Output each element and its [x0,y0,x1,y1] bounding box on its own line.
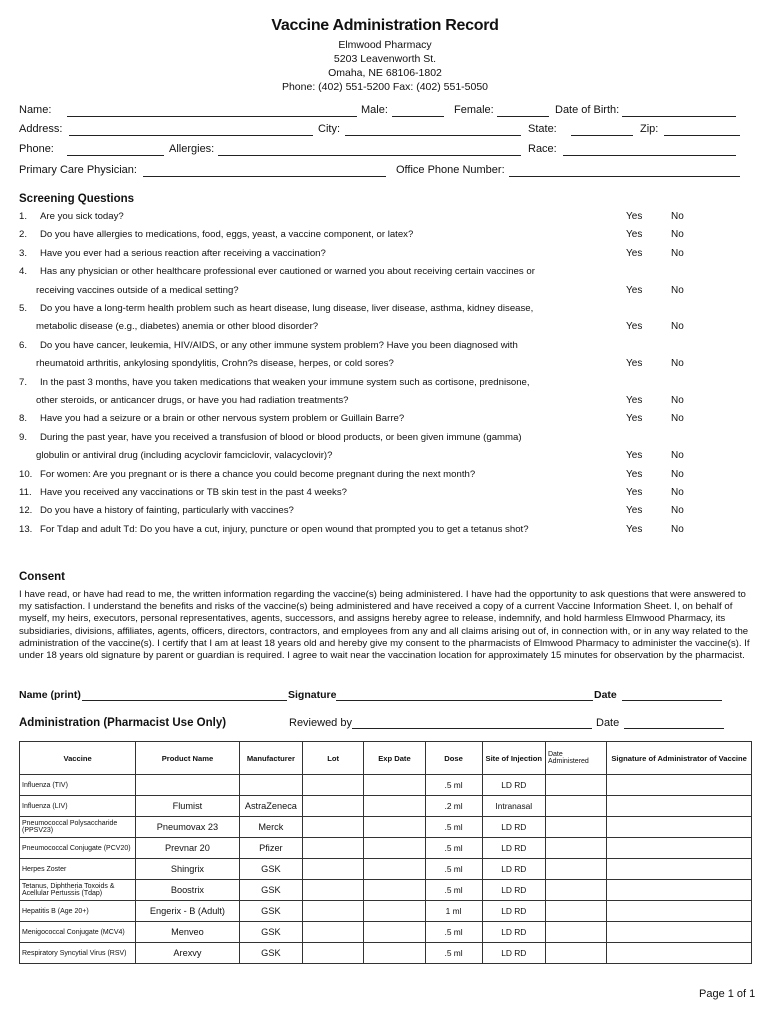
manufacturer-cell [239,775,302,796]
exp-date-cell[interactable] [364,901,425,922]
lot-cell[interactable] [303,901,364,922]
city-field[interactable] [345,135,521,136]
office-phone-label: Office Phone Number: [396,164,505,176]
exp-date-cell[interactable] [364,943,425,964]
manufacturer-cell: GSK [239,859,302,880]
product-name-cell: Arexvy [136,943,240,964]
answer-yes[interactable]: Yes [626,450,643,462]
pharmacy-city: Omaha, NE 68106-1802 [328,67,442,79]
race-label: Race: [528,143,557,155]
answer-no[interactable]: No [671,247,684,259]
product-name-cell: Prevnar 20 [136,838,240,859]
answer-yes[interactable]: Yes [626,284,643,296]
site-cell: LD RD [482,943,545,964]
administration-table [19,741,752,964]
male-field[interactable] [392,116,444,117]
pcp-field[interactable] [143,176,386,177]
site-cell: LD RD [482,901,545,922]
answer-yes[interactable]: Yes [626,468,643,480]
question-text: Do you have cancer, leukemia, HIV/AIDS, or any other immune system problem? Have you been diagnosed with [40,339,518,351]
dose-cell: .5 ml [425,859,482,880]
female-field[interactable] [497,116,549,117]
state-label: State: [528,123,557,135]
question-number: 5. [19,303,28,314]
reviewed-by-label: Reviewed by [289,717,352,729]
administrator-signature-cell[interactable] [607,859,752,880]
question-text: Do you have a long-term health problem such as heart disease, lung disease, liver disease, asthma, kidney disease, [40,303,534,314]
answer-yes[interactable]: Yes [626,358,643,370]
administrator-signature-cell[interactable] [607,880,752,901]
question-text: globulin or antiviral drug (including acyclovir famciclovir, valacyclovir)? [36,450,333,462]
question-text: Have you had a seizure or a brain or other nervous system problem or Guillain Barre? [40,413,405,425]
consent-date-label: Date [594,689,617,701]
pharmacy-name: Elmwood Pharmacy [338,39,432,51]
question-text: During the past year, have you received a transfusion of blood or blood products, or been given immune (gamma) [40,431,522,443]
allergies-label: Allergies: [169,143,215,155]
answer-yes[interactable]: Yes [626,487,643,498]
question-text: Do you have allergies to medications, food, eggs, yeast, a vaccine component, or latex? [40,229,414,241]
answer-yes[interactable]: Yes [626,505,643,517]
exp-date-cell[interactable] [364,859,425,880]
col-date-administered: Date Administered [545,742,606,775]
question-number: 6. [19,339,28,351]
female-label: Female: [454,104,494,116]
consent-heading: Consent [19,571,65,583]
answer-no[interactable]: No [671,523,684,535]
question-number: 7. [19,376,28,388]
answer-yes[interactable]: Yes [626,229,643,241]
name-label: Name: [19,104,52,116]
vaccine-cell: Influenza (TIV) [20,775,136,796]
question-text: Have you received any vaccinations or TB skin test in the past 4 weeks? [40,487,347,498]
vaccine-cell: Menigococcal Conjugate (MCV4) [20,922,136,943]
vaccine-cell: Tetanus, Diphtheria Toxoids & Acellular Pertussis (Tdap) [20,880,136,901]
exp-date-cell[interactable] [364,775,425,796]
lot-cell[interactable] [303,838,364,859]
administrator-signature-cell[interactable] [607,775,752,796]
table-row [20,817,752,838]
manufacturer-cell: Pfizer [239,838,302,859]
table-row [20,880,752,901]
vaccine-cell: Pneumococcal Polysaccharide (PPSV23) [20,817,136,838]
col-manufacturer: Manufacturer [239,742,302,775]
answer-yes[interactable]: Yes [626,395,643,406]
vaccine-cell: Respiratory Syncytial Virus (RSV) [20,943,136,964]
question-text: Has any physician or other healthcare professional ever cautioned or warned you about receiving certain vaccines or [40,266,535,278]
question-number: 13. [19,523,33,535]
administration-heading: Administration (Pharmacist Use Only) [19,717,227,729]
manufacturer-cell: GSK [239,901,302,922]
table-row [20,859,752,880]
allergies-field[interactable] [218,155,521,156]
question-text: receiving vaccines outside of a medical setting? [36,284,239,296]
product-name-cell: Flumist [136,796,240,817]
signature-label: Signature [288,689,337,701]
answer-no[interactable]: No [671,395,684,406]
answer-no[interactable]: No [671,229,684,241]
question-number: 4. [19,266,28,278]
address-field[interactable] [69,135,313,136]
dose-cell: .2 ml [425,796,482,817]
question-text: other steroids, or anticancer drugs, or have you had radiation treatments? [36,395,349,406]
city-label: City: [318,123,340,135]
manufacturer-cell: Merck [239,817,302,838]
table-row [20,901,752,922]
date-administered-cell[interactable] [545,880,606,901]
lot-cell[interactable] [303,859,364,880]
col-vaccine: Vaccine [20,742,136,775]
dose-cell: .5 ml [425,838,482,859]
question-text: rheumatoid arthritis, ankylosing spondylitis, Crohn?s disease, herpes, or cold sores? [36,358,394,370]
question-text: Have you ever had a serious reaction after receiving a vaccination? [40,247,326,259]
manufacturer-cell: GSK [239,880,302,901]
product-name-cell: Boostrix [136,880,240,901]
question-number: 3. [19,247,28,259]
question-number: 10. [19,468,33,480]
question-text: metabolic disease (e.g., diabetes) anemia or other blood disorder? [36,321,319,333]
dob-field[interactable] [622,116,736,117]
site-cell: LD RD [482,880,545,901]
reviewed-by-field[interactable] [352,728,592,729]
site-cell: LD RD [482,859,545,880]
table-row [20,796,752,817]
site-cell: LD RD [482,838,545,859]
administrator-signature-cell[interactable] [607,922,752,943]
zip-field[interactable] [664,135,740,136]
lot-cell[interactable] [303,880,364,901]
question-number: 11. [19,487,32,498]
zip-label: Zip: [640,123,659,135]
pharmacy-street: 5203 Leavenworth St. [333,53,437,65]
vaccine-cell: Pneumococcal Conjugate (PCV20) [20,838,136,859]
pharmacy-phone: Phone: (402) 551-5200 Fax: (402) 551-5050 [281,81,489,93]
answer-no[interactable]: No [671,468,684,480]
administrator-signature-cell[interactable] [607,943,752,964]
lot-cell[interactable] [303,943,364,964]
site-cell: LD RD [482,817,545,838]
administrator-signature-cell[interactable] [607,838,752,859]
name-print-label: Name (print) [19,689,81,701]
exp-date-cell[interactable] [364,796,425,817]
date-administered-cell[interactable] [545,775,606,796]
manufacturer-cell: GSK [239,922,302,943]
answer-no[interactable]: No [671,487,684,498]
consent-text: I have read, or have had read to me, the written information regarding the vaccine(s) being administered. I have had the opportunity to ask questions that were answered to my satisfaction. I understand the benefits and risks of the vaccine(s) being administered and have received a copy of a current Vaccine Information Sheet. I, on behalf of myself, my heirs, executors, personal representatives, agents, successors, and assigns hereby agree to release, indemnify, and hold harmless Elmwood Pharmacy, its subsidiaries, divisions, affiliates, agents, officers, directors, contractors, and employees from any and all claims arising out of, in connection with, or in any way related to the administration of the vaccine(s). I certify that I am at least 18 years old and hereby give my consent to the pharmacists of Elmwood Pharmacy to administer the vaccine(s). If under 18 years old signature by parent or guardian is required. I agree to wait near the vaccination location for approximately 15 minutes for observation by the pharmacist. [19,589,750,662]
dose-cell: .5 ml [425,943,482,964]
question-number: 8. [19,413,28,425]
dose-cell: .5 ml [425,817,482,838]
exp-date-cell[interactable] [364,838,425,859]
dose-cell: .5 ml [425,775,482,796]
answer-yes[interactable]: Yes [626,321,643,333]
site-cell: LD RD [482,775,545,796]
pcp-label: Primary Care Physician: [19,164,137,176]
exp-date-cell[interactable] [364,817,425,838]
col-exp-date: Exp Date [364,742,425,775]
administrator-signature-cell[interactable] [607,817,752,838]
administrator-signature-cell[interactable] [607,901,752,922]
admin-date-label: Date [596,717,620,729]
dose-cell: .5 ml [425,880,482,901]
col-administrator-signature: Signature of Administrator of Vaccine [607,742,752,775]
answer-no[interactable]: No [671,358,684,370]
lot-cell[interactable] [303,922,364,943]
date-administered-cell[interactable] [545,838,606,859]
date-administered-cell[interactable] [545,901,606,922]
date-administered-cell[interactable] [545,796,606,817]
date-administered-cell[interactable] [545,943,606,964]
address-label: Address: [19,123,63,135]
table-row [20,922,752,943]
question-text: Do you have a history of fainting, particularly with vaccines? [40,505,294,517]
lot-cell[interactable] [303,817,364,838]
date-administered-cell[interactable] [545,922,606,943]
answer-yes[interactable]: Yes [626,247,643,259]
phone-field[interactable] [67,155,164,156]
consent-date-field[interactable] [622,700,722,701]
screening-heading: Screening Questions [19,193,135,205]
lot-cell[interactable] [303,775,364,796]
dose-cell: 1 ml [425,901,482,922]
question-number: 12. [19,505,33,517]
col-site-of-injection: Site of Injection [482,742,545,775]
phone-label: Phone: [19,143,54,155]
name-field[interactable] [67,116,357,117]
answer-yes[interactable]: Yes [626,413,643,425]
col-product-name: Product Name [136,742,240,775]
answer-no[interactable]: No [671,450,684,462]
product-name-cell: Menveo [136,922,240,943]
admin-date-field[interactable] [624,728,724,729]
table-row [20,775,752,796]
manufacturer-cell: GSK [239,943,302,964]
page-title: Vaccine Administration Record [271,17,499,34]
product-name-cell: Engerix - B (Adult) [136,901,240,922]
name-print-field[interactable] [82,700,287,701]
male-label: Male: [361,104,388,116]
exp-date-cell[interactable] [364,922,425,943]
product-name-cell: Pneumovax 23 [136,817,240,838]
question-text: In the past 3 months, have you taken medications that weaken your immune system such as cortisone, prednisone, [40,376,530,388]
exp-date-cell[interactable] [364,880,425,901]
question-number: 1. [19,211,28,222]
question-number: 2. [19,229,28,241]
site-cell: Intranasal [482,796,545,817]
page-number: Page 1 of 1 [699,988,756,1000]
product-name-cell: Shingrix [136,859,240,880]
product-name-cell [136,775,240,796]
state-field[interactable] [571,135,633,136]
date-administered-cell[interactable] [545,817,606,838]
question-number: 9. [19,431,28,443]
answer-yes[interactable]: Yes [626,523,643,535]
question-text: For Tdap and adult Td: Do you have a cut, injury, puncture or open wound that prompted you to get a tetanus shot? [40,523,529,535]
race-field[interactable] [563,155,736,156]
answer-no[interactable]: No [671,505,684,517]
question-text: For women: Are you pregnant or is there a chance you could become pregnant during the next month? [40,468,476,480]
signature-field[interactable] [336,700,593,701]
dob-label: Date of Birth: [555,104,620,116]
answer-no[interactable]: No [671,284,684,296]
col-lot: Lot [303,742,364,775]
table-row [20,838,752,859]
site-cell: LD RD [482,922,545,943]
answer-no[interactable]: No [671,413,684,425]
vaccine-cell: Herpes Zoster [20,859,136,880]
answer-yes[interactable]: Yes [626,211,643,222]
administrator-signature-cell[interactable] [607,796,752,817]
answer-no[interactable]: No [671,211,684,222]
table-header-row [20,742,752,775]
lot-cell[interactable] [303,796,364,817]
dose-cell: .5 ml [425,922,482,943]
office-phone-field[interactable] [509,176,740,177]
question-text: Are you sick today? [40,211,124,222]
vaccine-cell: Hepatitis B (Age 20+) [20,901,136,922]
col-dose: Dose [425,742,482,775]
date-administered-cell[interactable] [545,859,606,880]
answer-no[interactable]: No [671,321,684,333]
manufacturer-cell: AstraZeneca [239,796,302,817]
vaccine-cell: Influenza (LIV) [20,796,136,817]
table-row [20,943,752,964]
